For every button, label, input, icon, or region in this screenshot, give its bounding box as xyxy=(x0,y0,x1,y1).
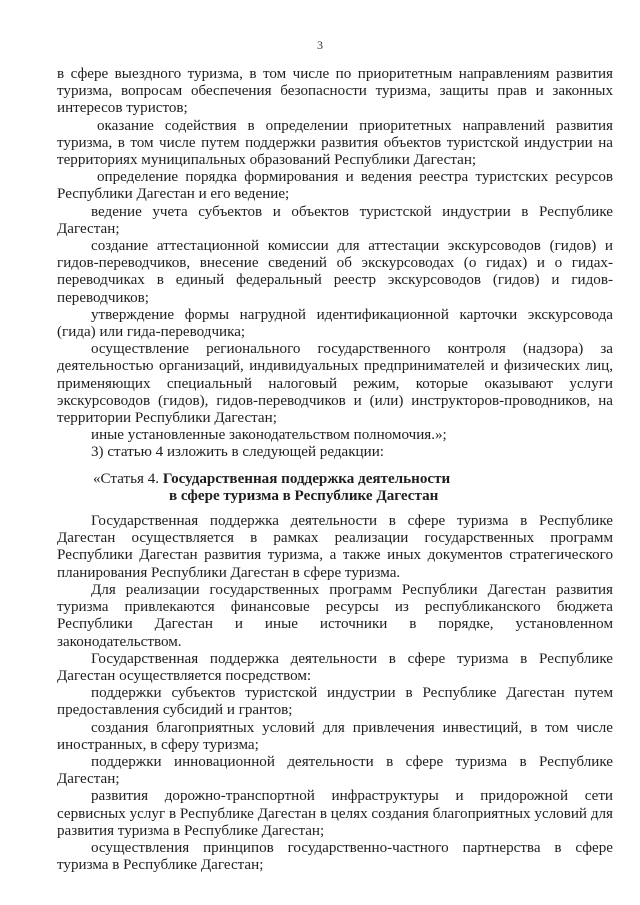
article-heading xyxy=(57,471,613,505)
paragraph: 3) статью 4 изложить в следующей редакции: xyxy=(91,444,384,461)
paragraph: иные установленные законодательством полномочия.»; xyxy=(91,427,447,444)
paragraph: Государственная поддержка деятельности в сфере туризма в Республике Дагестан осуществляется в рамках реализации государственных программ Республики Дагестан развития туризма, а также иных документов стратегического планирования Республики Дагестан в сфере туризма. xyxy=(57,513,613,581)
paragraph: осуществление регионального государственного контроля (надзора) за деятельностью организаций, индивидуальных предпринимателей и физических лиц, применяющих специальный налоговый режим, которые оказывают услуги экскурсоводов (гидов), гидов-переводчиков и (или) инструкторов-проводников, на территории Республики Дагестан; xyxy=(57,341,613,427)
article-title-line2: в сфере туризма в Республике Дагестан xyxy=(169,487,439,504)
paragraph: создание аттестационной комиссии для аттестации экскурсоводов (гидов) и гидов-переводчиков, внесение сведений об экскурсоводах (о гидах) и о гидах-переводчиках в единый федеральный реестр экскурсоводов (гидов) и гидов-переводчиков; xyxy=(57,238,613,306)
paragraph: осуществления принципов государственно-частного партнерства в сфере туризма в Республике Дагестан; xyxy=(57,839,613,874)
paragraph: утверждение формы нагрудной идентификационной карточки экскурсовода (гида) или гида-переводчика; xyxy=(57,306,613,341)
paragraph: Государственная поддержка деятельности в сфере туризма в Республике Дагестан осуществляется посредством: xyxy=(57,650,613,684)
paragraph: в сфере выездного туризма, в том числе по приоритетным направлениям развития туризма, вопросам обеспечения безопасности туризма, защиты прав и законных интересов туристов; xyxy=(57,66,613,117)
paragraph: поддержки инновационной деятельности в сфере туризма в Республике Дагестан; xyxy=(57,753,613,788)
article-title-line1: Государственная поддержка деятельности xyxy=(162,470,451,487)
paragraph: Для реализации государственных программ Республики Дагестан развития туризма привлекаются финансовые ресурсы из республиканского бюджета Республики Дагестан и иные источники в порядке, установленном законодательством. xyxy=(57,581,613,650)
article-label: «Статья 4. xyxy=(93,470,160,487)
paragraph: оказание содействия в определении приоритетных направлений развития туризма, в том числе путем поддержки развития объектов туристской индустрии на территориях муниципальных образований Республики Дагестан; xyxy=(57,117,613,169)
paragraph: развития дорожно-транспортной инфраструктуры и придорожной сети сервисных услуг в Республике Дагестан в целях создания благоприятных условий для развития туризма в Республике Дагестан; xyxy=(57,788,613,839)
paragraph: ведение учета субъектов и объектов туристской индустрии в Республике Дагестан; xyxy=(57,203,613,237)
paragraph: создания благоприятных условий для привлечения инвестиций, в том числе иностранных, в сферу туризма; xyxy=(57,719,613,753)
paragraph: определение порядка формирования и ведения реестра туристских ресурсов Республики Дагестан и его ведение; xyxy=(57,169,613,203)
paragraph: поддержки субъектов туристской индустрии в Республике Дагестан путем предоставления субсидий и грантов; xyxy=(57,685,613,719)
page-number: 3 xyxy=(317,38,323,52)
document-body xyxy=(57,66,613,874)
